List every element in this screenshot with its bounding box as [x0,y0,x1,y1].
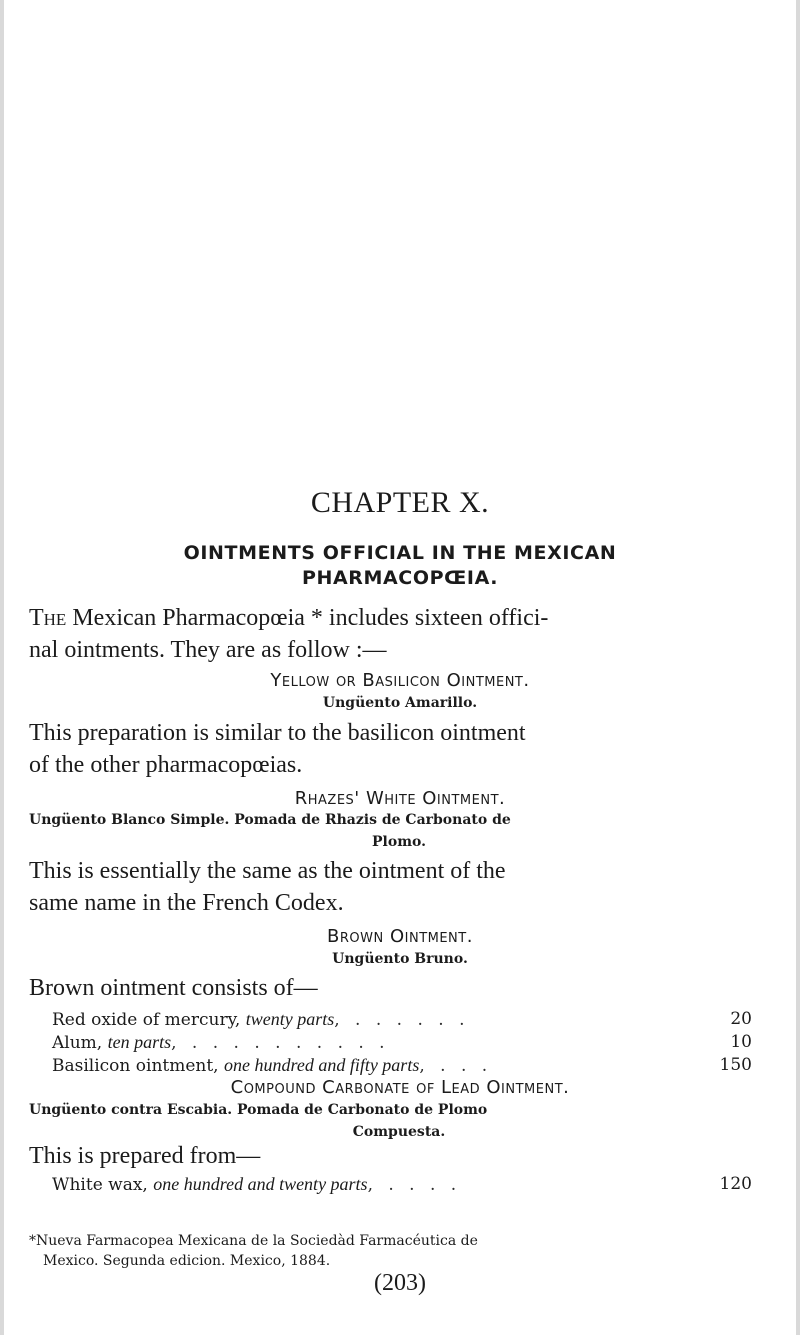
rhazes-ointment-title: Rhazes' White Ointment. [294,788,506,809]
scan-edge-right [796,0,800,1335]
recipe-row [52,1054,752,1077]
ingredient-parts: one hundred and fifty parts [224,1055,420,1075]
ingredient-quantity: 120 [719,1174,752,1194]
intro-lead-word: The [29,605,67,631]
leader-dots: , . . . [419,1056,493,1076]
ingredient-name: Red oxide of mercury, [52,1010,246,1030]
brown-ointment-latin-name: Ungüento Bruno. [332,951,468,967]
ingredient-quantity: 150 [719,1055,752,1075]
rhazes-latin-line-2: Plomo. [372,834,426,850]
compound-ointment-recipe [52,1173,752,1196]
ingredient-name: Basilicon ointment, [52,1056,224,1076]
scan-edge-left [0,0,4,1335]
brown-ointment-title: Brown Ointment. [327,926,473,947]
leader-dots: , . . . . [367,1175,462,1195]
compound-ointment-latin-name [29,1099,769,1143]
footnote [29,1231,769,1271]
ingredient-parts: twenty parts [245,1009,335,1029]
brown-ointment-intro: Brown ointment consists of— [29,975,318,1001]
yellow-ointment-latin-name: Ungüento Amarillo. [322,695,478,711]
leader-dots: , . . . . . . . . . . [171,1033,390,1053]
rhazes-ointment-latin-name [29,809,769,853]
intro-line-2: nal ointments. They are as follow :— [29,637,387,663]
page-heading-line2: PHARMACOPŒIA. [301,567,499,589]
rhazes-latin-line-1: Ungüento Blanco Simple. Pomada de Rhazis de Carbonato de [29,812,511,828]
ingredient-quantity: 10 [730,1032,752,1052]
chapter-title: CHAPTER X. [310,486,490,519]
compound-latin-line-2: Compuesta. [352,1124,446,1140]
yellow-text-line-1: This preparation is similar to the basilicon ointment [29,720,526,746]
compound-ointment-intro: This is prepared from— [29,1143,261,1169]
yellow-ointment-text [29,717,769,781]
ingredient-name: White wax, [52,1175,154,1195]
ingredient-name: Alum, [52,1033,108,1053]
ingredient-quantity: 20 [730,1009,752,1029]
rhazes-ointment-text [29,855,769,919]
footnote-line-2: Mexico. Segunda edicion. Mexico, 1884. [43,1253,331,1269]
leader-dots: , . . . . . . [334,1010,470,1030]
ingredient-parts: one hundred and twenty parts [153,1174,368,1194]
compound-latin-line-1: Ungüento contra Escabia. Pomada de Carbonato de Plomo [29,1102,488,1118]
recipe-row [52,1008,752,1031]
rhazes-text-line-1: This is essentially the same as the ointment of the [29,858,506,884]
page-number: (203) [374,1270,426,1296]
intro-line-1 [29,602,769,634]
recipe-row [52,1031,752,1054]
yellow-text-line-2: of the other pharmacopœias. [29,752,303,778]
footnote-line-1: *Nueva Farmacopea Mexicana de la Sociedàd Farmacéutica de [29,1233,478,1249]
yellow-ointment-title: Yellow or Basilicon Ointment. [270,670,530,691]
recipe-row [52,1173,752,1196]
intro-line-1-rest: Mexican Pharmacopœia * includes sixteen offici- [66,605,549,631]
brown-ointment-recipe [52,1008,752,1077]
rhazes-text-line-2: same name in the French Codex. [29,890,344,916]
intro-paragraph [29,602,769,666]
page-heading-line1: OINTMENTS OFFICIAL IN THE MEXICAN [183,542,617,564]
compound-ointment-title: Compound Carbonate of Lead Ointment. [230,1077,570,1098]
ingredient-parts: ten parts [107,1032,172,1052]
